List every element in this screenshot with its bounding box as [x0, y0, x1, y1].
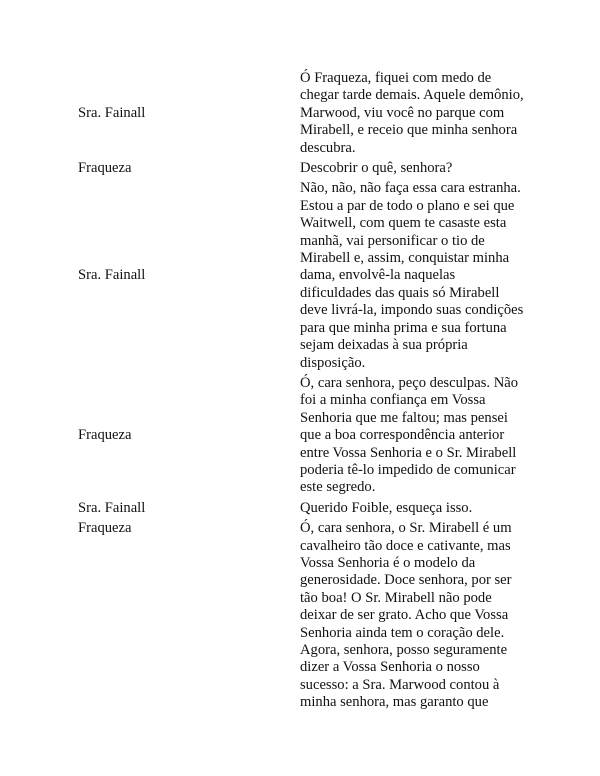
speaker-name: Sra. Fainall	[78, 104, 146, 121]
dialogue-row	[78, 177, 530, 371]
speaker-name: Sra. Fainall	[78, 499, 146, 516]
dialogue-row	[78, 157, 530, 177]
speaker-name: Fraqueza	[78, 160, 132, 177]
dialogue-line: Ó, cara senhora, peço desculpas. Não foi a minha confiança em Vossa Senhoria que me faltou; mas pensei que a boa correspondência anterior entre Vossa Senhoria e o Sr. Mirabell poderia tê-lo impedido de comunicar este segredo.	[300, 374, 519, 496]
dialogue-line: Ó Fraqueza, fiquei com medo de chegar tarde demais. Aquele demônio, Marwood, viu você no parque com Mirabell, e receio que minha senhora descubra.	[300, 70, 524, 156]
speaker-name: Fraqueza	[78, 427, 132, 444]
dialogue-line: Ó, cara senhora, o Sr. Mirabell é um cavalheiro tão doce e cativante, mas Vossa Senhoria é o modelo da generosidade. Doce senhora, por ser tão boa! O Sr. Mirabell não pode deixar de ser grato. Acho que Vossa Senhoria ainda tem o coração dele. Agora, senhora, posso seguramente dizer a Vossa Senhoria o nosso sucesso: a Sra. Marwood contou à minha senhora, mas garanto que	[300, 520, 512, 711]
speaker-name: Fraqueza	[78, 520, 132, 537]
dialogue-table	[78, 70, 530, 712]
dialogue-row	[78, 517, 530, 711]
dialogue-line: Não, não, não faça essa cara estranha. Estou a par de todo o plano e sei que Waitwell, com quem te casaste esta manhã, vai personificar o tio de Mirabell e, assim, conquistar minha dama, envolvê-la naquelas dificuldades das quais só Mirabell deve livrá-la, impondo suas condições para que minha prima e sua fortuna sejam deixadas à sua própria disposição.	[300, 180, 524, 371]
dialogue-line: Querido Foible, esqueça isso.	[300, 499, 473, 516]
dialogue-row	[78, 372, 530, 497]
dialogue-line: Descobrir o quê, senhora?	[300, 160, 453, 177]
speaker-name: Sra. Fainall	[78, 267, 146, 284]
dialogue-row	[78, 497, 530, 517]
dialogue-row	[78, 70, 530, 157]
